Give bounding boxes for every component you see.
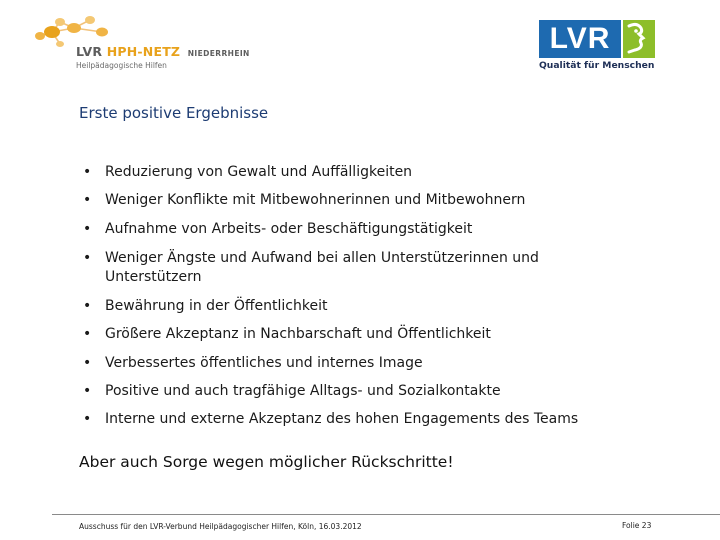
bullet-text: Weniger Ängste und Aufwand bei allen Unterstützerinnen und Unterstützern	[105, 250, 539, 285]
brand-name	[76, 44, 250, 59]
footer-source: Ausschuss für den LVR-Verbund Heilpädagogischer Hilfen, Köln, 16.03.2012	[79, 522, 362, 531]
bullet-icon: •	[83, 326, 92, 342]
brand-region: NIEDERRHEIN	[187, 49, 250, 58]
bullet-text: Weniger Konflikte mit Mitbewohnerinnen und Mitbewohnern	[105, 192, 526, 208]
conclusion-text: Aber auch Sorge wegen möglicher Rückschritte!	[79, 453, 454, 471]
footer-divider	[52, 514, 720, 515]
list-item	[79, 354, 705, 373]
brand-lvr: LVR	[76, 44, 103, 59]
list-item	[79, 297, 705, 316]
bullet-icon: •	[83, 355, 92, 371]
bullet-icon: •	[83, 411, 92, 427]
bullet-text: Aufnahme von Arbeits- oder Beschäftigungstätigkeit	[105, 221, 473, 237]
brand-subtitle: Heilpädagogische Hilfen	[76, 61, 167, 70]
list-item	[79, 249, 705, 287]
lvr-logo	[539, 20, 657, 72]
bullet-text: Verbessertes öffentliches und internes Image	[105, 355, 423, 371]
lvr-tagline: Qualität für Menschen	[539, 60, 655, 71]
bullet-text: Reduzierung von Gewalt und Auffälligkeiten	[105, 164, 413, 180]
bullet-icon: •	[83, 298, 92, 314]
bullet-icon: •	[83, 383, 92, 399]
lvr-wordmark: LVR	[539, 20, 621, 58]
lvr-face-mark	[623, 20, 655, 58]
face-profile-icon	[623, 20, 655, 58]
bullet-icon: •	[83, 192, 92, 208]
brand-hph-netz: HPH-NETZ	[106, 44, 181, 59]
list-item	[79, 163, 705, 182]
bullet-icon: •	[83, 250, 92, 266]
bullet-text: Bewährung in der Öffentlichkeit	[105, 298, 328, 314]
bullet-text: Positive und auch tragfähige Alltags- und Sozialkontakte	[105, 383, 501, 399]
hph-netz-logo	[30, 14, 260, 74]
bullet-text: Größere Akzeptanz in Nachbarschaft und Öffentlichkeit	[105, 326, 491, 342]
list-item	[79, 410, 705, 429]
bullet-icon: •	[83, 221, 92, 237]
list-item	[79, 220, 705, 239]
bullet-icon: •	[83, 164, 92, 180]
bullet-text: Interne und externe Akzeptanz des hohen Engagements des Teams	[105, 411, 579, 427]
slide-number: Folie 23	[622, 521, 652, 530]
list-item	[79, 191, 705, 210]
list-item	[79, 382, 705, 401]
slide-title: Erste positive Ergebnisse	[79, 104, 269, 122]
list-item	[79, 325, 705, 344]
